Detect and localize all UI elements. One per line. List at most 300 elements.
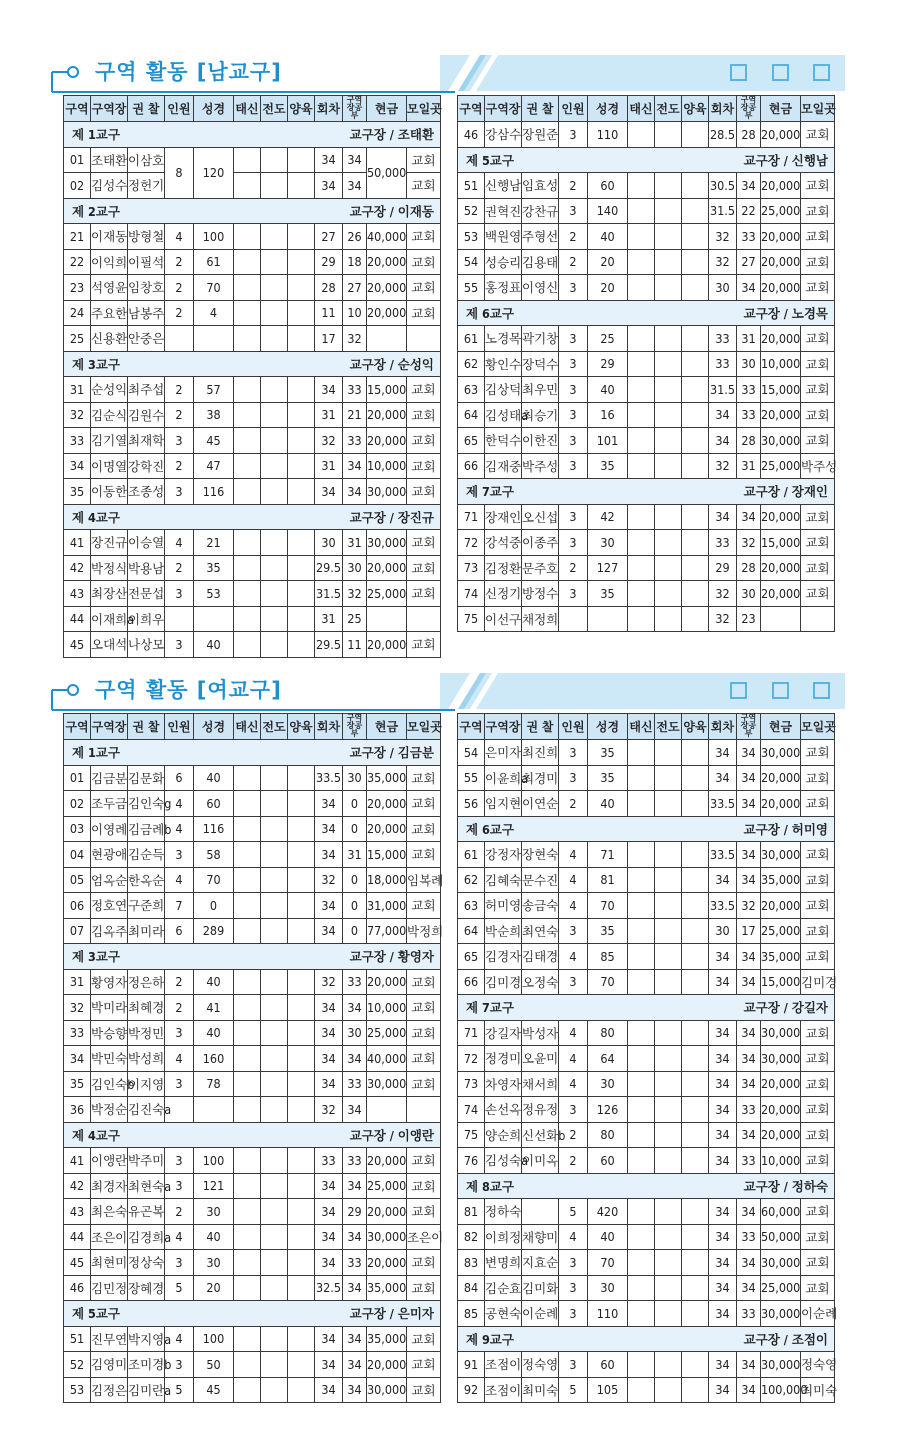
- cell-taesin: [234, 1071, 261, 1097]
- cell-zone-leader: 김상덕: [485, 377, 522, 403]
- group-name: 제 3교구: [72, 356, 120, 372]
- cell-leader-study: 34: [737, 765, 761, 791]
- cell-zone-leader: 오대석: [91, 632, 128, 658]
- group-cell: [458, 995, 835, 1021]
- cell-offering: 20,000: [761, 1097, 801, 1123]
- cell-leader-study: 33: [737, 377, 761, 403]
- cell-evangelism: [655, 1071, 682, 1097]
- header-leader-study: 구역장공부: [343, 714, 367, 740]
- cell-meeting-place: 교회: [801, 428, 835, 454]
- cell-gwonchal: 오신섭: [522, 504, 559, 530]
- cell-session: 34: [709, 1352, 737, 1378]
- cell-offering: 20,000: [367, 816, 407, 842]
- header-zone-no: 구역: [458, 96, 485, 122]
- cell-bible: 42: [588, 504, 628, 530]
- activity-table-left: [63, 713, 444, 1403]
- cell-evangelism: [261, 1199, 288, 1225]
- cell-member-count: 6: [165, 765, 194, 791]
- cell-session: 29: [709, 555, 737, 581]
- header-taesin: 태신: [628, 714, 655, 740]
- group-name: 제 6교구: [466, 821, 514, 837]
- cell-nurture: [288, 147, 315, 173]
- cell-evangelism: [261, 1020, 288, 1046]
- cell-zone-no: 65: [458, 944, 485, 970]
- header-zone-no: 구역: [458, 714, 485, 740]
- table-row: [64, 1199, 441, 1225]
- cell-session: 28.5: [709, 122, 737, 148]
- cell-offering: 30,000: [761, 428, 801, 454]
- cell-zone-no: 61: [458, 842, 485, 868]
- cell-member-count: 2: [559, 173, 588, 199]
- cell-nurture: [288, 918, 315, 944]
- cell-bible: 81: [588, 867, 628, 893]
- cell-gwonchal: 조미경b: [128, 1352, 165, 1378]
- cell-meeting-place: 교회: [407, 1377, 441, 1403]
- cell-leader-study: 30: [343, 1020, 367, 1046]
- cell-evangelism: [655, 224, 682, 250]
- cell-zone-no: 92: [458, 1377, 485, 1403]
- cell-member-count: 3: [165, 479, 194, 505]
- cell-nurture: [288, 479, 315, 505]
- cell-zone-no: 63: [458, 893, 485, 919]
- cell-member-count: 6: [165, 918, 194, 944]
- cell-bible: 4: [194, 300, 234, 326]
- cell-meeting-place: 교회: [801, 504, 835, 530]
- cell-gwonchal: 임창호: [128, 275, 165, 301]
- cell-zone-no: 83: [458, 1250, 485, 1276]
- cell-taesin: [628, 555, 655, 581]
- cell-zone-no: 25: [64, 326, 91, 352]
- cell-offering: 18,000: [367, 867, 407, 893]
- cell-member-count: 2: [559, 249, 588, 275]
- cell-leader-study: 0: [343, 867, 367, 893]
- cell-nurture: [288, 224, 315, 250]
- cell-offering: 20,000: [761, 581, 801, 607]
- cell-zone-no: 75: [458, 1122, 485, 1148]
- cell-gwonchal: 장덕수: [522, 351, 559, 377]
- cell-offering: 20,000: [761, 326, 801, 352]
- cell-taesin: [234, 918, 261, 944]
- cell-zone-leader: 신용환: [91, 326, 128, 352]
- cell-gwonchal: 채서희: [522, 1071, 559, 1097]
- cell-bible: 25: [588, 326, 628, 352]
- cell-offering: 20,000: [761, 173, 801, 199]
- cell-zone-no: 01: [64, 147, 91, 173]
- cell-meeting-place: 교회: [407, 453, 441, 479]
- header-zone-no: 구역: [64, 96, 91, 122]
- cell-taesin: [234, 632, 261, 658]
- cell-gwonchal: 정은하: [128, 969, 165, 995]
- cell-evangelism: [261, 1173, 288, 1199]
- table-row: [64, 275, 441, 301]
- cell-taesin: [234, 893, 261, 919]
- cell-taesin: [628, 918, 655, 944]
- cell-gwonchal: 최현숙a: [128, 1173, 165, 1199]
- cell-leader-study: 34: [737, 842, 761, 868]
- cell-nurture: [682, 428, 709, 454]
- cell-zone-no: 54: [458, 740, 485, 766]
- cell-bible: 20: [194, 1275, 234, 1301]
- cell-taesin: [628, 530, 655, 556]
- cell-session: 34: [315, 918, 343, 944]
- cell-meeting-place: 교회: [407, 1071, 441, 1097]
- table-row: [458, 1097, 835, 1123]
- group-header-row: [64, 504, 441, 530]
- cell-meeting-place: 교회: [801, 944, 835, 970]
- table-row: [458, 1122, 835, 1148]
- cell-bible: 140: [588, 198, 628, 224]
- cell-gwonchal: 방정수: [522, 581, 559, 607]
- cell-evangelism: [655, 173, 682, 199]
- cell-evangelism: [655, 1097, 682, 1123]
- cell-gwonchal: 오윤미: [522, 1046, 559, 1072]
- cell-zone-leader: 김경자: [485, 944, 522, 970]
- header-bible: 성경: [194, 714, 234, 740]
- cell-gwonchal: 조종성: [128, 479, 165, 505]
- cell-zone-leader: 박미라: [91, 995, 128, 1021]
- cell-offering: 20,000: [367, 969, 407, 995]
- cell-taesin: [234, 1275, 261, 1301]
- cell-zone-no: 31: [64, 969, 91, 995]
- cell-offering: 35,000: [367, 765, 407, 791]
- cell-offering: 15,000: [367, 377, 407, 403]
- cell-zone-leader: 이선구: [485, 606, 522, 632]
- cell-session: 34: [315, 1326, 343, 1352]
- cell-leader-study: 34: [737, 944, 761, 970]
- table-row: [64, 765, 441, 791]
- cell-zone-no: 31: [64, 377, 91, 403]
- cell-zone-no: 34: [64, 1046, 91, 1072]
- cell-taesin: [234, 1046, 261, 1072]
- cell-nurture: [288, 581, 315, 607]
- cell-session: 33: [709, 326, 737, 352]
- cell-nurture: [288, 1199, 315, 1225]
- cell-zone-leader: 변명희: [485, 1250, 522, 1276]
- cell-meeting-place: 교회: [407, 377, 441, 403]
- header-leader-study: 구역장공부: [343, 96, 367, 122]
- table-row: [458, 944, 835, 970]
- cell-gwonchal: 이영신: [522, 275, 559, 301]
- cell-zone-no: 51: [64, 1326, 91, 1352]
- cell-zone-leader: 박순희: [485, 918, 522, 944]
- cell-meeting-place: 교회: [407, 765, 441, 791]
- cell-session: 34: [315, 1199, 343, 1225]
- header-zone-leader: 구역장: [91, 96, 128, 122]
- cell-meeting-place: 교회: [407, 1199, 441, 1225]
- cell-member-count: 7: [165, 893, 194, 919]
- table-row: [64, 918, 441, 944]
- cell-zone-leader: 이재동: [91, 224, 128, 250]
- cell-leader-study: 33: [737, 1224, 761, 1250]
- cell-offering: 35,000: [761, 944, 801, 970]
- cell-gwonchal: 박용남: [128, 555, 165, 581]
- cell-session: 33.5: [709, 842, 737, 868]
- cell-evangelism: [261, 918, 288, 944]
- cell-zone-leader: 현광애: [91, 842, 128, 868]
- cell-member-count: 3: [559, 402, 588, 428]
- table-row: [64, 428, 441, 454]
- cell-nurture: [288, 1326, 315, 1352]
- cell-zone-no: 06: [64, 893, 91, 919]
- cell-bible: 35: [588, 740, 628, 766]
- cell-member-count: 2: [559, 1122, 588, 1148]
- cell-leader-study: 33: [343, 1071, 367, 1097]
- cell-meeting-place: 교회: [407, 555, 441, 581]
- header-evangelism: 전도: [655, 96, 682, 122]
- cell-offering: 20,000: [367, 249, 407, 275]
- cell-taesin: [234, 765, 261, 791]
- group-header-row: [64, 198, 441, 224]
- table-row: [64, 1046, 441, 1072]
- cell-evangelism: [261, 995, 288, 1021]
- cell-bible: 160: [194, 1046, 234, 1072]
- cell-member-count: 4: [559, 1020, 588, 1046]
- cell-taesin: [628, 893, 655, 919]
- cell-evangelism: [261, 842, 288, 868]
- cell-offering: [761, 606, 801, 632]
- cell-session: 34: [315, 479, 343, 505]
- cell-nurture: [288, 1224, 315, 1250]
- cell-member-count: 4: [559, 1046, 588, 1072]
- cell-gwonchal: 박성희: [128, 1046, 165, 1072]
- cell-session: 34: [709, 1250, 737, 1276]
- cell-meeting-place: 조은이: [407, 1224, 441, 1250]
- group-header-row: [458, 1173, 835, 1199]
- cell-offering: 25,000: [761, 453, 801, 479]
- cell-gwonchal: 최경미: [522, 765, 559, 791]
- cell-bible: 40: [194, 765, 234, 791]
- table-row: [64, 1020, 441, 1046]
- cell-taesin: [234, 1352, 261, 1378]
- cell-leader-study: 34: [737, 1020, 761, 1046]
- cell-session: 34: [709, 1224, 737, 1250]
- cell-zone-no: 72: [458, 530, 485, 556]
- cell-session: 17: [315, 326, 343, 352]
- cell-nurture: [288, 867, 315, 893]
- cell-bible: 0: [194, 893, 234, 919]
- cell-session: 30: [709, 275, 737, 301]
- cell-zone-leader: 김성수: [91, 173, 128, 199]
- group-leader: 교구장 / 노경목: [743, 305, 828, 321]
- cell-session: 31.5: [709, 377, 737, 403]
- cell-evangelism: [261, 1148, 288, 1174]
- cell-leader-study: 31: [343, 842, 367, 868]
- cell-zone-no: 53: [64, 1377, 91, 1403]
- cell-evangelism: [261, 816, 288, 842]
- cell-zone-leader: 정호연: [91, 893, 128, 919]
- group-cell: [64, 1301, 441, 1327]
- cell-gwonchal: 정숙영: [522, 1352, 559, 1378]
- cell-session: 27: [315, 224, 343, 250]
- cell-leader-study: 34: [737, 275, 761, 301]
- cell-bible: [194, 326, 234, 352]
- cell-session: 34: [709, 1097, 737, 1123]
- cell-session: 34: [315, 1377, 343, 1403]
- cell-bible: 80: [588, 1122, 628, 1148]
- cell-evangelism: [655, 1020, 682, 1046]
- cell-leader-study: 23: [737, 606, 761, 632]
- cell-zone-no: 45: [64, 1250, 91, 1276]
- cell-meeting-place: 교회: [407, 632, 441, 658]
- cell-zone-no: 66: [458, 969, 485, 995]
- cell-meeting-place: 교회: [801, 918, 835, 944]
- cell-bible: 21: [194, 530, 234, 556]
- cell-evangelism: [261, 377, 288, 403]
- group-cell: [64, 504, 441, 530]
- cell-meeting-place: 교회: [407, 816, 441, 842]
- cell-meeting-place: 교회: [407, 530, 441, 556]
- cell-zone-leader: 이윤희a: [485, 765, 522, 791]
- cell-nurture: [288, 1275, 315, 1301]
- cell-zone-no: 33: [64, 428, 91, 454]
- cell-meeting-place: 교회: [801, 173, 835, 199]
- cell-zone-no: 66: [458, 453, 485, 479]
- cell-nurture: [682, 969, 709, 995]
- cell-session: 32: [709, 453, 737, 479]
- cell-member-count: 3: [559, 428, 588, 454]
- cell-evangelism: [261, 1326, 288, 1352]
- table-header-row: [64, 714, 441, 740]
- cell-evangelism: [261, 1046, 288, 1072]
- cell-member-count: 3: [559, 740, 588, 766]
- table-row: [458, 428, 835, 454]
- cell-meeting-place: 교회: [407, 1173, 441, 1199]
- cell-member-count: 2: [165, 402, 194, 428]
- cell-leader-study: 34: [343, 1224, 367, 1250]
- cell-zone-no: 74: [458, 1097, 485, 1123]
- cell-taesin: [628, 224, 655, 250]
- cell-gwonchal: 김태경: [522, 944, 559, 970]
- group-header-row: [458, 479, 835, 505]
- cell-offering: 20,000: [367, 402, 407, 428]
- header-meeting-place: 모일곳: [801, 96, 835, 122]
- cell-zone-leader: 장진규: [91, 530, 128, 556]
- cell-bible: 127: [588, 555, 628, 581]
- cell-leader-study: 22: [737, 198, 761, 224]
- cell-taesin: [628, 791, 655, 817]
- cell-meeting-place: 교회: [801, 377, 835, 403]
- cell-zone-no: 03: [64, 816, 91, 842]
- table-row: [64, 1173, 441, 1199]
- cell-session: 34: [709, 969, 737, 995]
- cell-evangelism: [261, 428, 288, 454]
- cell-evangelism: [261, 224, 288, 250]
- cell-meeting-place: 교회: [801, 740, 835, 766]
- cell-taesin: [628, 1352, 655, 1378]
- cell-meeting-place: 교회: [801, 1199, 835, 1225]
- cell-member-count: 2: [559, 791, 588, 817]
- cell-zone-no: 65: [458, 428, 485, 454]
- cell-member-count: 3: [559, 1097, 588, 1123]
- cell-session: 31.5: [709, 198, 737, 224]
- cell-session: 11: [315, 300, 343, 326]
- cell-offering: 30,000: [367, 1377, 407, 1403]
- cell-bible: 35: [588, 918, 628, 944]
- cell-evangelism: [655, 1046, 682, 1072]
- cell-session: 34: [315, 816, 343, 842]
- header-zone-leader: 구역장: [485, 714, 522, 740]
- cell-taesin: [628, 351, 655, 377]
- cell-session: 32: [315, 1097, 343, 1123]
- cell-taesin: [628, 1097, 655, 1123]
- cell-meeting-place: 박정희: [407, 918, 441, 944]
- cell-taesin: [234, 1326, 261, 1352]
- cell-offering: 10,000: [367, 453, 407, 479]
- cell-gwonchal: 전문섭: [128, 581, 165, 607]
- table-row: [64, 249, 441, 275]
- cell-member-count: 3: [165, 581, 194, 607]
- cell-zone-leader: 조점이: [485, 1377, 522, 1403]
- cell-offering: 20,000: [761, 791, 801, 817]
- cell-leader-study: 33: [737, 224, 761, 250]
- cell-leader-study: 33: [343, 1250, 367, 1276]
- cell-nurture: [682, 530, 709, 556]
- cell-zone-no: 43: [64, 1199, 91, 1225]
- cell-meeting-place: 교회: [801, 842, 835, 868]
- cell-zone-no: 85: [458, 1301, 485, 1327]
- cell-meeting-place: 박주성: [801, 453, 835, 479]
- cell-evangelism: [261, 1352, 288, 1378]
- cell-session: 34: [709, 1301, 737, 1327]
- cell-bible: [194, 606, 234, 632]
- cell-session: 32: [315, 867, 343, 893]
- header-taesin: 태신: [628, 96, 655, 122]
- cell-gwonchal: 문수진: [522, 867, 559, 893]
- cell-offering: 20,000: [367, 1250, 407, 1276]
- cell-meeting-place: 교회: [801, 867, 835, 893]
- cell-offering: 60,000: [761, 1199, 801, 1225]
- cell-taesin: [628, 249, 655, 275]
- cell-evangelism: [655, 275, 682, 301]
- cell-zone-no: 82: [458, 1224, 485, 1250]
- cell-nurture: [288, 428, 315, 454]
- header-session: 회차: [709, 96, 737, 122]
- cell-bible: 71: [588, 842, 628, 868]
- cell-nurture: [682, 555, 709, 581]
- cell-gwonchal: 김미화: [522, 1275, 559, 1301]
- table-row: [458, 1224, 835, 1250]
- cell-gwonchal: 최진희: [522, 740, 559, 766]
- table-row: [458, 1046, 835, 1072]
- cell-session: 32: [709, 249, 737, 275]
- cell-meeting-place: 교회: [407, 1148, 441, 1174]
- cell-member-count: 4: [559, 867, 588, 893]
- cell-nurture: [682, 791, 709, 817]
- cell-evangelism: [261, 632, 288, 658]
- group-leader: 교구장 / 순성익: [349, 356, 434, 372]
- cell-zone-no: 32: [64, 995, 91, 1021]
- table-header-row: [458, 714, 835, 740]
- cell-leader-study: 34: [343, 173, 367, 199]
- cell-offering: 20,000: [761, 249, 801, 275]
- cell-zone-no: 55: [458, 275, 485, 301]
- cell-zone-leader: 최경자: [91, 1173, 128, 1199]
- cell-evangelism: [261, 606, 288, 632]
- table-row: [458, 326, 835, 352]
- header-offering: 현금: [367, 96, 407, 122]
- group-leader: 교구장 / 이앵란: [349, 1127, 434, 1143]
- cell-bible: 30: [588, 530, 628, 556]
- cell-session: 30: [709, 918, 737, 944]
- cell-zone-leader: 노경목: [485, 326, 522, 352]
- group-name: 제 2교구: [72, 203, 120, 219]
- cell-evangelism: [655, 893, 682, 919]
- cell-taesin: [628, 453, 655, 479]
- cell-meeting-place: [407, 326, 441, 352]
- cell-zone-leader: 김영미: [91, 1352, 128, 1378]
- cell-member-count: 2: [165, 995, 194, 1021]
- cell-meeting-place: 교회: [407, 1326, 441, 1352]
